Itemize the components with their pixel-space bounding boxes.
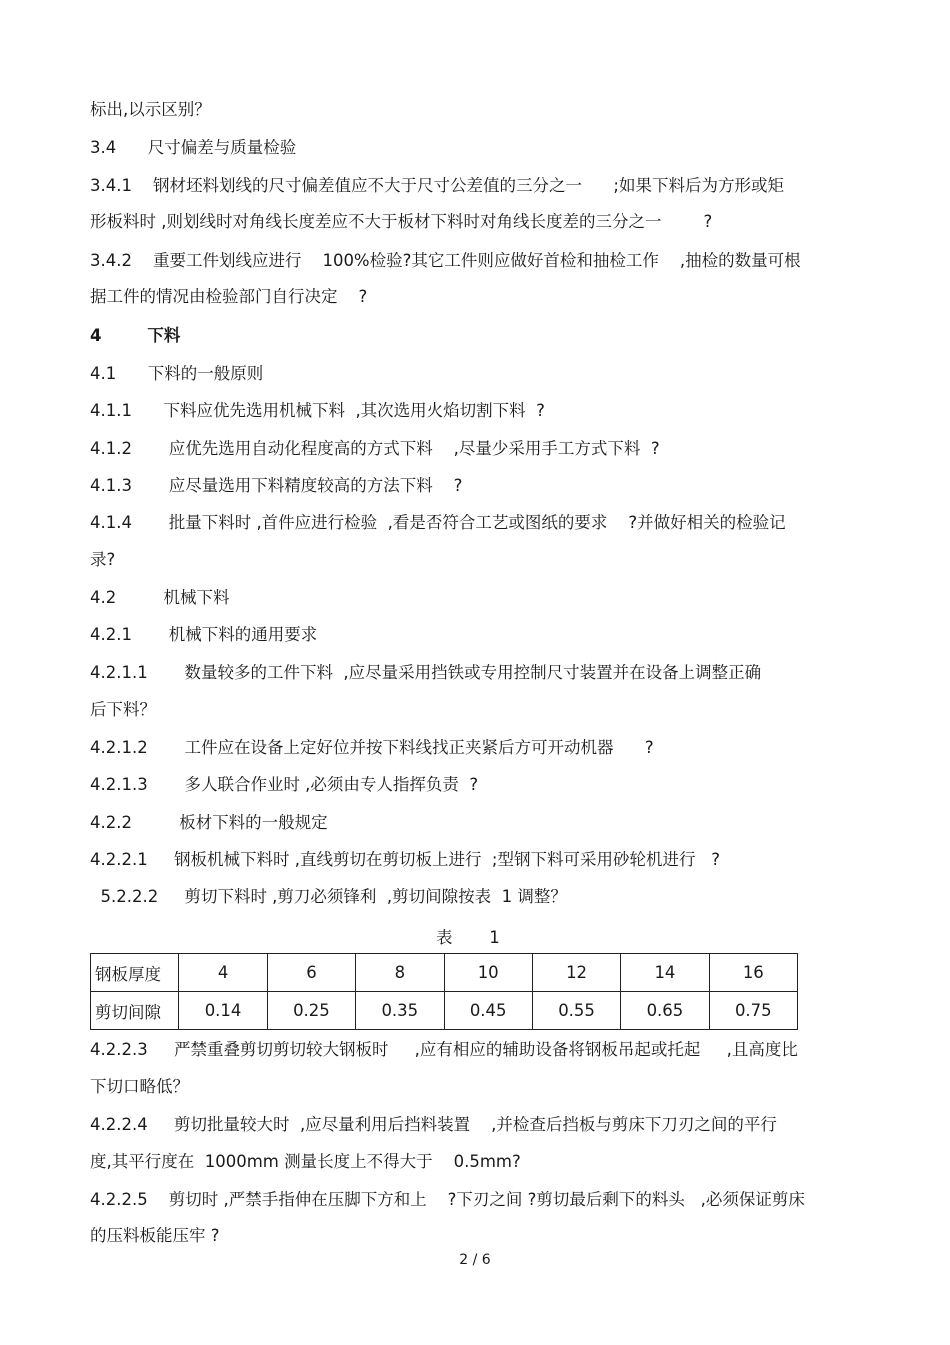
- table-cell: 0.25: [267, 992, 355, 1030]
- table-cell: 4: [179, 954, 267, 992]
- line-4-1-1: 4.1.1 下料应优先选用机械下料 ,其次选用火焰切割下料 ?: [90, 401, 545, 420]
- line-4-2-2-4-b: 度,其平行度在 1000mm 测量长度上不得大于 0.5mm?: [90, 1152, 521, 1171]
- heading-4-2: 4.2 机械下料: [90, 588, 230, 607]
- line-4-2-2-5-b: 的压料板能压牢 ?: [90, 1226, 220, 1245]
- table-row: [91, 954, 798, 992]
- line-3-4-1-a: 3.4.1 钢材坯料划线的尺寸偏差值应不大于尺寸公差值的三分之一 ;如果下料后为方形或矩: [90, 176, 784, 195]
- table-cell: 0.55: [532, 992, 620, 1030]
- shear-gap-table: [90, 953, 798, 1030]
- table-row: [91, 992, 798, 1030]
- line-4-2-1-1-a: 4.2.1.1 数量较多的工件下料 ,应尽量采用挡铁或专用控制尺寸装置并在设备上调整正确: [90, 663, 762, 682]
- heading-4: 4 下料: [90, 326, 181, 345]
- line-5-2-2-2: 5.2.2.2 剪切下料时 ,剪刀必须锋利 ,剪切间隙按表 1 调整？: [90, 887, 567, 906]
- line-4-2-2-4-a: 4.2.2.4 剪切批量较大时 ,应尽量利用后挡料装置 ,并检查后挡板与剪床下刀刃之间的平行: [90, 1115, 777, 1134]
- line-3-4-2-a: 3.4.2 重要工件划线应进行 100%检验?其它工件则应做好首检和抽检工作 ,抽检的数量可根: [90, 251, 801, 270]
- table-cell: 0.65: [621, 992, 709, 1030]
- table-cell: 14: [621, 954, 709, 992]
- table-cell: 0.45: [444, 992, 532, 1030]
- table-cell: 钢板厚度: [91, 954, 179, 992]
- table-cell: 12: [532, 954, 620, 992]
- table-cell: 16: [709, 954, 797, 992]
- line-4-2-1-1-b: 后下料？: [90, 700, 156, 719]
- line-4-2-1-2: 4.2.1.2 工件应在设备上定好位并按下料线找正夹紧后方可开动机器 ?: [90, 738, 654, 757]
- table-cell: 0.35: [356, 992, 444, 1030]
- line-4-2-2-1: 4.2.2.1 钢板机械下料时 ,直线剪切在剪切板上进行 ;型钢下料可采用砂轮机进行 ?: [90, 850, 720, 869]
- line-4-2-2-3-a: 4.2.2.3 严禁重叠剪切剪切较大钢板时 ,应有相应的辅助设备将钢板吊起或托起 ,且高度比: [90, 1040, 798, 1059]
- line-4-1-2: 4.1.2 应优先选用自动化程度高的方式下料 ,尽量少采用手工方式下料 ?: [90, 439, 660, 458]
- line-4-1-4-a: 4.1.4 批量下料时 ,首件应进行检验 ,看是否符合工艺或图纸的要求 ?并做好相关的检验记: [90, 513, 786, 532]
- line-3-4-1-b: 形板料时 ,则划线时对角线长度差应不大于板材下料时对角线长度差的三分之一 ?: [90, 212, 713, 231]
- line-4-2-2-3-b: 下切口略低？: [90, 1077, 189, 1096]
- heading-4-2-1: 4.2.1 机械下料的通用要求: [90, 625, 318, 644]
- table-cell: 剪切间隙: [91, 992, 179, 1030]
- line-4-2-1-3: 4.2.1.3 多人联合作业时 ,必须由专人指挥负责 ?: [90, 775, 479, 794]
- line-4-2-2-5-a: 4.2.2.5 剪切时 ,严禁手指伸在压脚下方和上 ?下刃之间 ?剪切最后剩下的料头 ,必须保证剪床: [90, 1190, 805, 1209]
- page-number: 2 / 6: [459, 1252, 491, 1268]
- heading-3-4: 3.4 尺寸偏差与质量检验: [90, 138, 297, 157]
- table-cell: 10: [444, 954, 532, 992]
- heading-4-2-2: 4.2.2 板材下料的一般规定: [90, 813, 328, 832]
- table-caption: 表 1: [436, 928, 500, 947]
- table-cell: 6: [267, 954, 355, 992]
- heading-4-1: 4.1 下料的一般原则: [90, 364, 264, 383]
- table-cell: 0.14: [179, 992, 267, 1030]
- line-1: 标出,以示区别？: [90, 100, 211, 119]
- table-cell: 0.75: [709, 992, 797, 1030]
- line-4-1-4-b: 录?: [90, 550, 116, 569]
- line-3-4-2-b: 据工件的情况由检验部门自行决定 ?: [90, 287, 368, 306]
- table-cell: 8: [356, 954, 444, 992]
- line-4-1-3: 4.1.3 应尽量选用下料精度较高的方法下料 ?: [90, 476, 463, 495]
